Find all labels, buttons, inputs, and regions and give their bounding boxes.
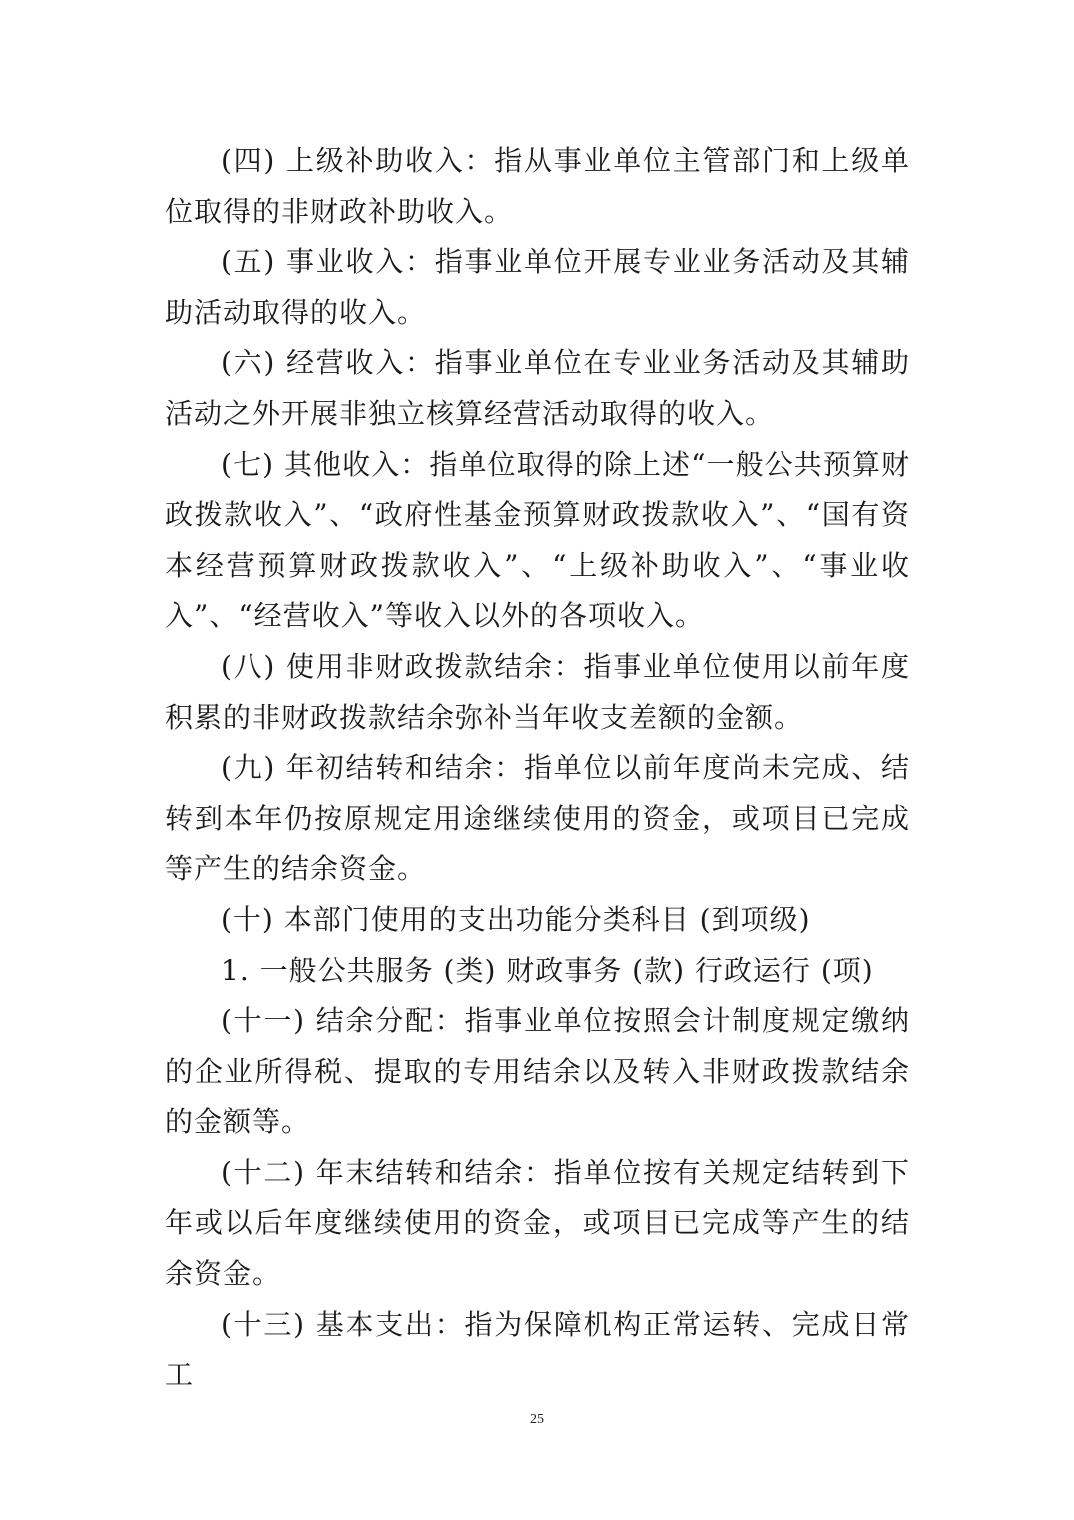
paragraph-other-income: (七) 其他收入：指单位取得的除上述“一般公共预算财政拨款收入”、“政府性基金预算财政拨款收入”、“国有资本经营预算财政拨款收入”、“上级补助收入”、“事业收入”、“经营收入”等收入以外的各项收入。 [165,447,910,633]
paragraph-business-income: (五) 事业收入：指事业单位开展专业业务活动及其辅助活动取得的收入。 [165,245,910,329]
paragraph-surplus-distribution: (十一) 结余分配：指事业单位按照会计制度规定缴纳的企业所得税、提取的专用结余以及转入非财政拨款结余的金额等。 [165,1004,910,1139]
paragraph-year-end-carryover: (十二) 年末结转和结余：指单位按有关规定结转到下年或以后年度继续使用的资金，或项目已完成等产生的结余资金。 [165,1155,910,1291]
paragraph-operating-income: (六) 经营收入：指事业单位在专业业务活动及其辅助活动之外开展非独立核算经营活动取得的收入。 [165,346,910,430]
paragraph-superior-subsidy-income: (四) 上级补助收入：指从事业单位主管部门和上级单位取得的非财政补助收入。 [165,144,910,228]
paragraph-basic-expenditure: (十三) 基本支出：指为保障机构正常运转、完成日常工 [165,1307,910,1392]
paragraph-beginning-carryover: (九) 年初结转和结余：指单位以前年度尚未完成、结转到本年仍按原规定用途继续使用的资金，或项目已完成等产生的结余资金。 [165,751,910,886]
paragraph-classification-item: 1. 一般公共服务 (类) 财政事务 (款) 行政运行 (项) [221,953,874,987]
paragraph-non-fiscal-balance-use: (八) 使用非财政拨款结余：指事业单位使用以前年度积累的非财政拨款结余弥补当年收支差额的金额。 [165,649,910,734]
paragraph-expenditure-classification: (十) 本部门使用的支出功能分类科目 (到项级) [221,902,811,936]
page-number: 25 [530,1412,544,1427]
body-text [165,136,910,1401]
